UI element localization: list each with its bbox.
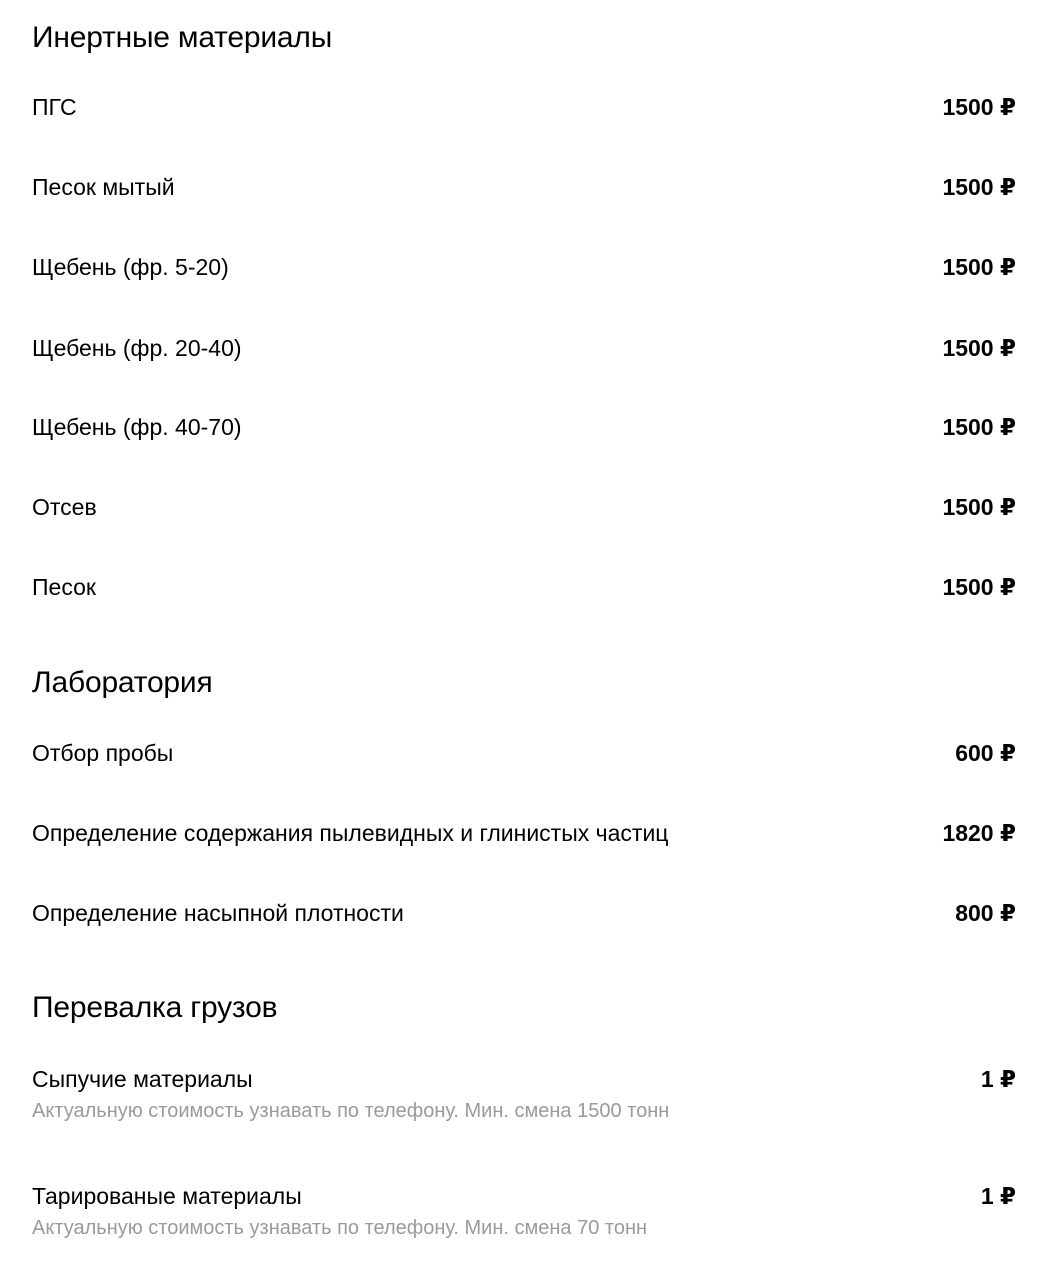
item-name: ПГС bbox=[32, 94, 77, 120]
item-price: 600 ₽ bbox=[955, 740, 1016, 766]
item-name: Щебень (фр. 5-20) bbox=[32, 254, 229, 280]
price-row[interactable] bbox=[32, 492, 1016, 526]
item-price: 1500 ₽ bbox=[942, 574, 1016, 600]
price-row[interactable] bbox=[32, 898, 1016, 932]
price-row[interactable] bbox=[32, 1181, 1016, 1239]
item-price: 1500 ₽ bbox=[942, 335, 1016, 361]
price-row[interactable] bbox=[32, 412, 1016, 446]
item-note: Актуальную стоимость узнавать по телефону. Мин. смена 70 тонн bbox=[32, 1217, 648, 1239]
price-row[interactable] bbox=[32, 172, 1016, 206]
item-price: 1500 ₽ bbox=[942, 174, 1016, 200]
item-price: 1 ₽ bbox=[980, 1066, 1016, 1092]
item-price: 1500 ₽ bbox=[942, 254, 1016, 280]
item-name: Определение насыпной плотности bbox=[32, 900, 404, 926]
section-title-inert-materials: Инертные материалы bbox=[32, 21, 333, 54]
item-price: 1820 ₽ bbox=[942, 820, 1016, 846]
item-price: 1500 ₽ bbox=[942, 94, 1016, 120]
price-row[interactable] bbox=[32, 252, 1016, 286]
item-name: Тарированые материалы bbox=[32, 1183, 302, 1209]
item-name: Щебень (фр. 20-40) bbox=[32, 335, 242, 361]
item-name: Отсев bbox=[32, 494, 97, 520]
price-row[interactable] bbox=[32, 92, 1016, 126]
item-note: Актуальную стоимость узнавать по телефону. Мин. смена 1500 тонн bbox=[32, 1100, 670, 1122]
item-name: Песок мытый bbox=[32, 174, 175, 200]
item-name: Определение содержания пылевидных и глинистых частиц bbox=[32, 820, 669, 846]
item-name: Щебень (фр. 40-70) bbox=[32, 414, 242, 440]
price-row[interactable] bbox=[32, 333, 1016, 367]
section-title-cargo-handling: Перевалка грузов bbox=[32, 991, 278, 1024]
price-row[interactable] bbox=[32, 1064, 1016, 1122]
price-row[interactable] bbox=[32, 572, 1016, 606]
section-title-laboratory: Лаборатория bbox=[32, 666, 213, 699]
item-name: Отбор пробы bbox=[32, 740, 174, 766]
item-name: Сыпучие материалы bbox=[32, 1066, 253, 1092]
item-price: 1500 ₽ bbox=[942, 414, 1016, 440]
item-name: Песок bbox=[32, 574, 96, 600]
item-price: 1 ₽ bbox=[980, 1183, 1016, 1209]
item-price: 1500 ₽ bbox=[942, 494, 1016, 520]
item-price: 800 ₽ bbox=[955, 900, 1016, 926]
price-row[interactable] bbox=[32, 818, 1016, 852]
price-row[interactable] bbox=[32, 738, 1016, 772]
